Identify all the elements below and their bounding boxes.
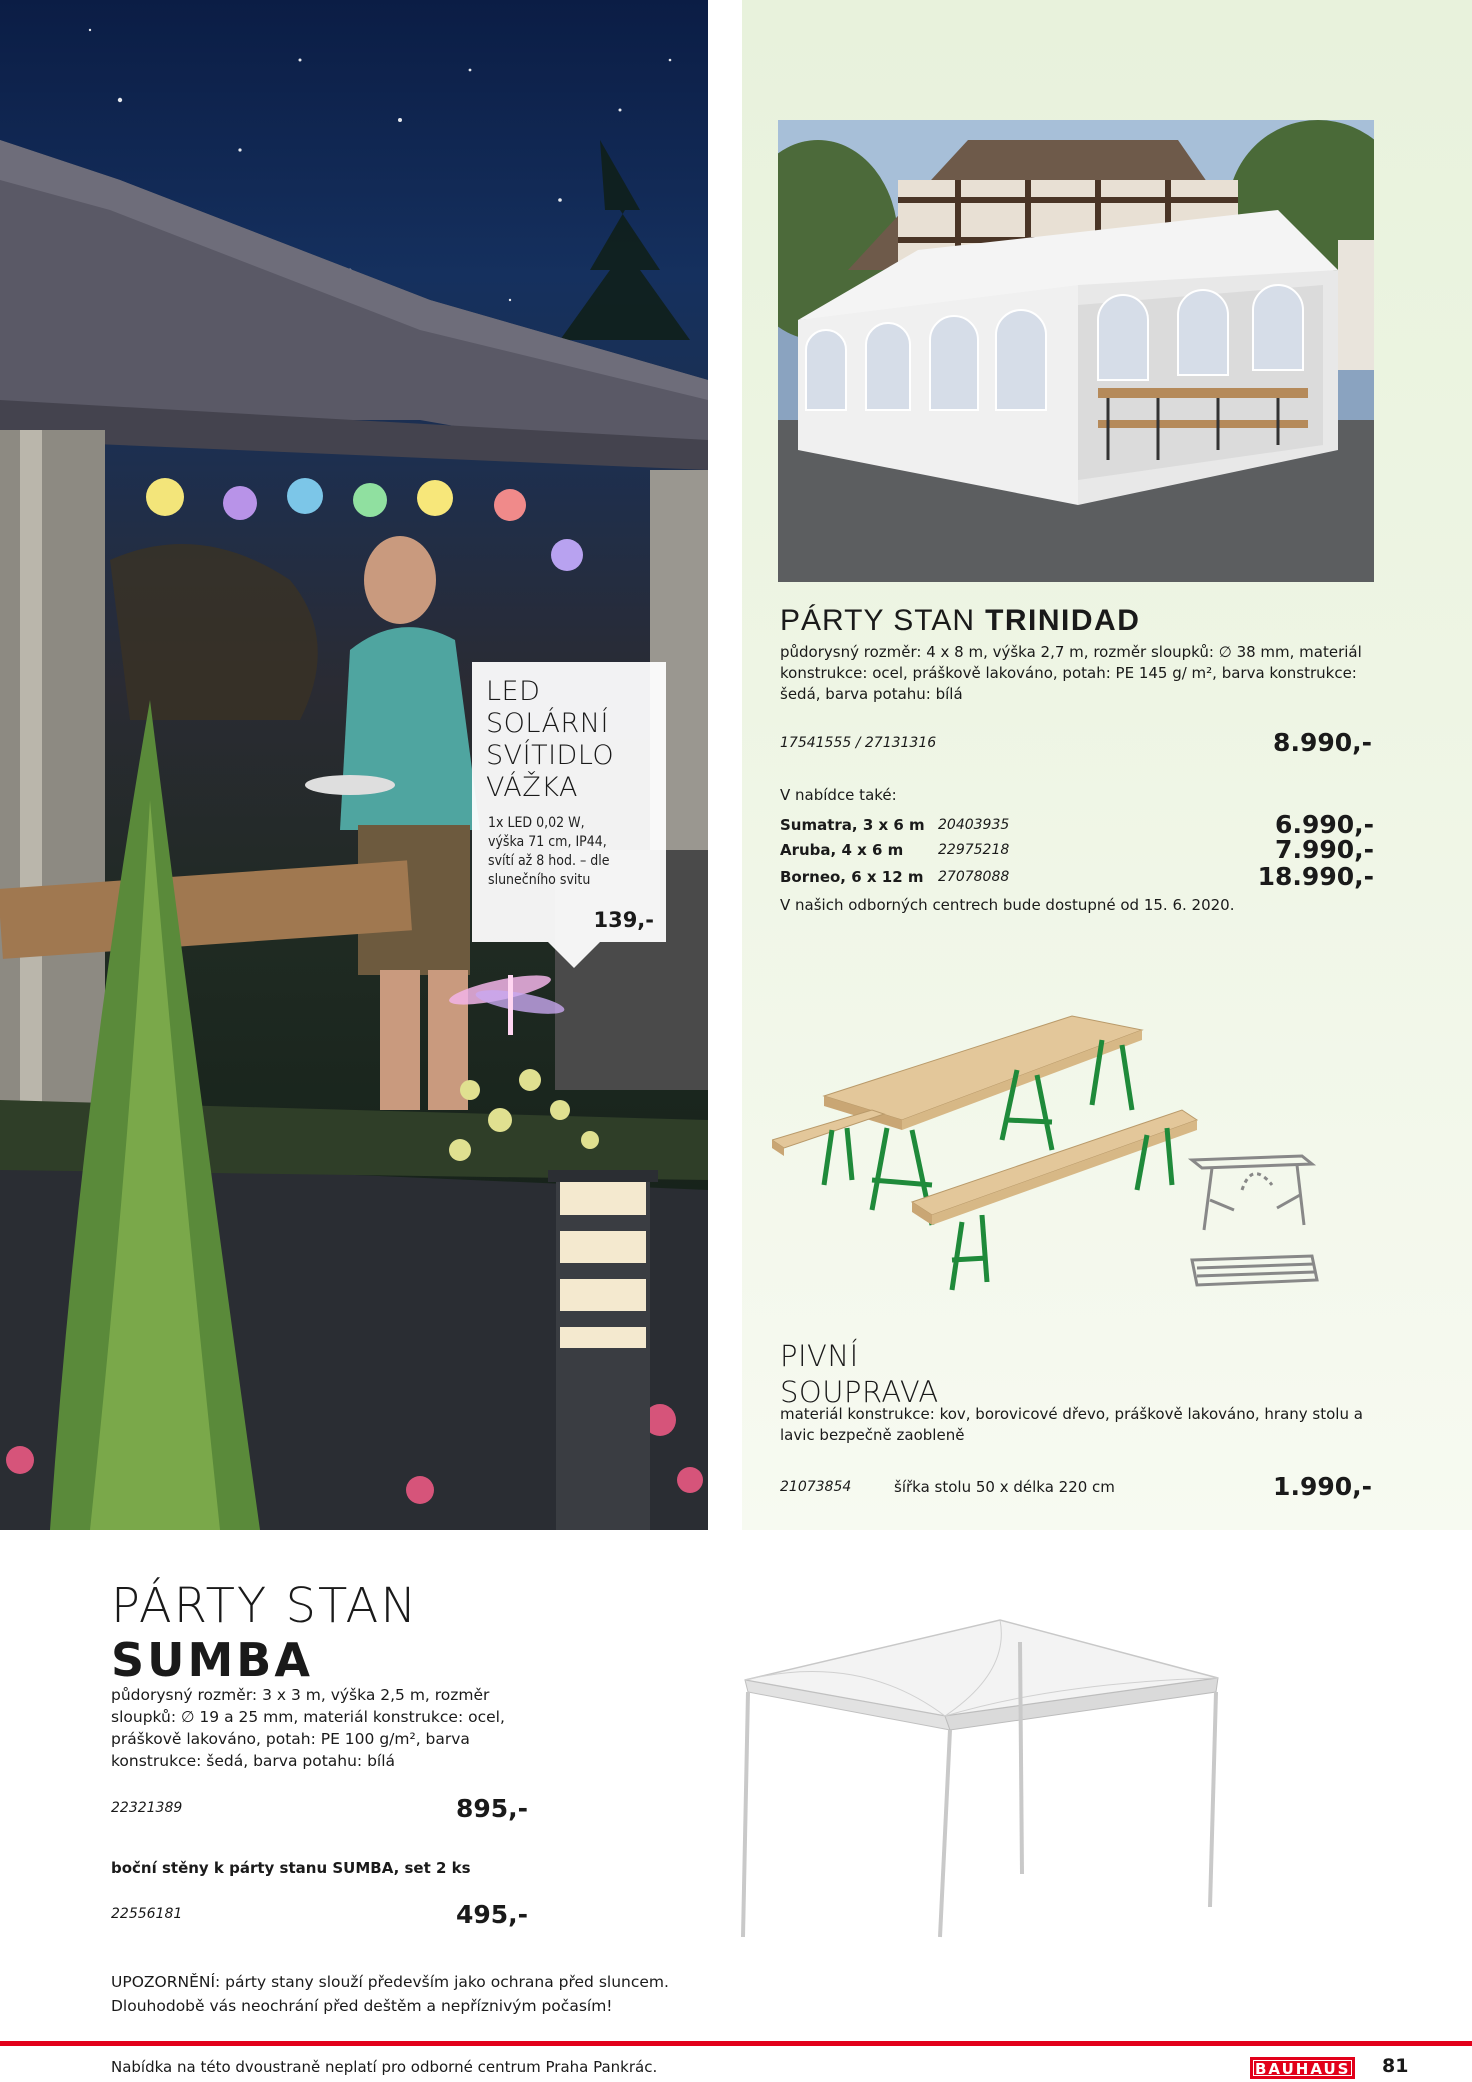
trinidad-product-code: 17541555 / 27131316 [780,735,937,751]
alternative-price: 6.990,- [1275,810,1374,839]
beer-set-description: materiál konstrukce: kov, borovicové dřevo, práškově lakováno, hrany stolu a lavic bezpečně zaobleně [780,1405,1363,1444]
led-light-description: 1x LED 0,02 W, výška 71 cm, IP44, svítí až 8 hod. – dle slunečního svitu [488,815,610,888]
availability-note: V našich odborných centrech bude dostupné od 15. 6. 2020. [780,896,1235,914]
garden-night-photo [0,0,708,1530]
trinidad-description: půdorysný rozměr: 4 x 8 m, výška 2,7 m, rozměr sloupků: ∅ 38 mm, materiál konstrukce: ocel, práškově lakováno, potah: PE 145 g/ m², barva konstrukce: šedá, barva potahu: bílá [780,643,1362,703]
alternative-code: 22975218 [938,842,1010,858]
beer-set-dimensions: šířka stolu 50 x délka 220 cm [894,1478,1115,1496]
alternative-price: 7.990,- [1275,835,1374,864]
side-walls-product-code: 22556181 [111,1906,183,1922]
warning-note: UPOZORNĚNÍ: párty stany slouží především jako ochrana před sluncem. Dlouhodobě vás neochrání před deštěm a nepříznivým počasím! [111,1973,669,2015]
sumba-gazebo-illustration [740,1612,1220,1942]
footer-note: Nabídka na této dvoustraně neplatí pro odborné centrum Praha Pankrác. [111,2058,658,2076]
beer-set-product-code: 21073854 [780,1479,852,1495]
alternative-price: 18.990,- [1257,862,1374,891]
trinidad-title-light: PÁRTY STAN [780,604,976,637]
sumba-title-bold: SUMBA [111,1633,313,1687]
alternative-code: 20403935 [938,817,1010,833]
beer-set-price: 1.990,- [1273,1472,1372,1501]
beer-set-title: PIVNÍ SOUPRAVA [780,1339,939,1409]
page-number: 81 [1382,2055,1409,2077]
sumba-price: 895,- [456,1794,529,1823]
sumba-description: půdorysný rozměr: 3 x 3 m, výška 2,5 m, rozměr sloupků: ∅ 19 a 25 mm, materiál konstrukce: ocel, práškově lakováno, potah: PE 100 g/m², barva konstrukce: šedá, barva potahu: bílá [111,1686,505,1770]
sumba-title-light: PÁRTY STAN [111,1578,419,1634]
trinidad-title-bold: TRINIDAD [985,604,1141,637]
footer-rule [0,2041,1472,2046]
trinidad-price: 8.990,- [1273,728,1372,757]
sumba-product-code: 22321389 [111,1800,183,1816]
alternative-code: 27078088 [938,869,1010,885]
alternative-name: Borneo, 6 x 12 m [780,868,924,886]
trinidad-title [780,604,1140,638]
box-pointer [548,942,600,968]
side-walls-label: boční stěny k párty stanu SUMBA, set 2 ks [111,1859,471,1877]
side-walls-price: 495,- [456,1900,529,1929]
trinidad-tent-illustration [778,120,1374,582]
led-light-title: LED SOLÁRNÍ SVÍTIDLO VÁŽKA [486,676,615,803]
alternative-name: Sumatra, 3 x 6 m [780,816,925,834]
led-light-price: 139,- [593,908,654,932]
led-light-info-box [472,662,666,942]
beer-set-illustration [772,1010,1372,1310]
alternative-name: Aruba, 4 x 6 m [780,841,904,859]
bauhaus-logo: BAUHAUS [1250,2057,1355,2079]
trinidad-tent-photo [778,120,1374,582]
also-available-label: V nabídce také: [780,786,897,804]
alternative-row [780,862,1374,892]
